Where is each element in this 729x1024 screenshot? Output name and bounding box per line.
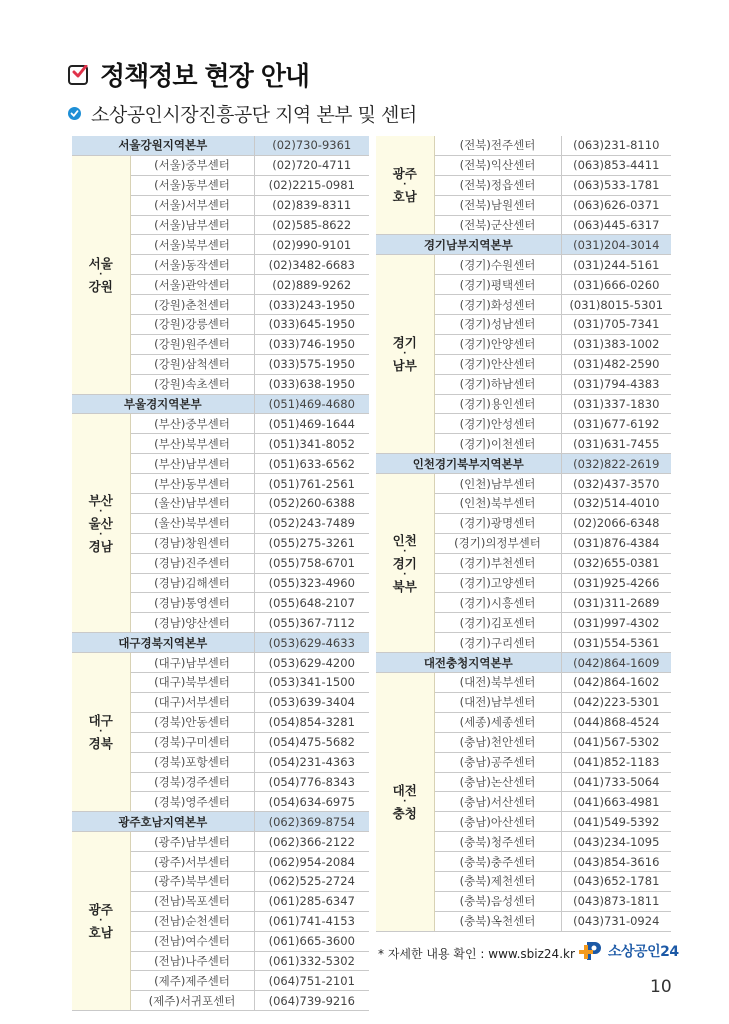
center-name: (서울)서부센터: [130, 195, 254, 215]
center-phone: (051)341-8052: [254, 434, 369, 454]
hq-phone: (02)730-9361: [254, 136, 369, 155]
center-name: (대전)북부센터: [434, 673, 561, 693]
center-name: (전북)정읍센터: [434, 175, 561, 195]
center-name: (충북)옥천센터: [434, 911, 561, 931]
center-phone: (033)746-1950: [254, 334, 369, 354]
center-phone: (055)275-3261: [254, 533, 369, 553]
title-text: 정책정보 현장 안내: [100, 62, 310, 92]
center-phone: (02)3482-6683: [254, 255, 369, 275]
center-name: (경기)광명센터: [434, 513, 561, 533]
center-name: (충남)논산센터: [434, 772, 561, 792]
center-phone: (031)925-4266: [561, 573, 671, 593]
hq-name: 인천경기북부지역본부: [376, 454, 561, 474]
center-name: (경북)구미센터: [130, 732, 254, 752]
region-label: 인천 · 경기 · 북부: [376, 474, 434, 653]
center-name: (강원)삼척센터: [130, 354, 254, 374]
center-name: (세종)세종센터: [434, 712, 561, 732]
logo-text: 소상공인24: [608, 944, 679, 960]
center-phone: (063)626-0371: [561, 195, 671, 215]
center-phone: (033)575-1950: [254, 354, 369, 374]
hq-row: [72, 394, 369, 414]
center-name: (인천)남부센터: [434, 474, 561, 494]
hq-name: 광주호남지역본부: [72, 812, 254, 832]
center-phone: (031)876-4384: [561, 533, 671, 553]
center-phone: (043)652-1781: [561, 871, 671, 891]
center-phone: (054)475-5682: [254, 732, 369, 752]
center-name: (인천)북부센터: [434, 494, 561, 514]
center-name: (대구)남부센터: [130, 653, 254, 673]
center-name: (경기)안성센터: [434, 414, 561, 434]
center-phone: (052)260-6388: [254, 494, 369, 514]
center-phone: (054)854-3281: [254, 712, 369, 732]
center-name: (경북)경주센터: [130, 772, 254, 792]
sbiz24-logo[interactable]: [578, 940, 679, 962]
center-phone: (041)549-5392: [561, 812, 671, 832]
center-phone: (031)244-5161: [561, 255, 671, 275]
center-row: [376, 255, 671, 275]
center-phone: (061)741-4153: [254, 911, 369, 931]
center-phone: (062)525-2724: [254, 871, 369, 891]
center-phone: (055)648-2107: [254, 593, 369, 613]
center-phone: (061)665-3600: [254, 931, 369, 951]
directory-table-left: [72, 136, 369, 1011]
center-name: (경기)하남센터: [434, 374, 561, 394]
center-phone: (051)469-1644: [254, 414, 369, 434]
center-name: (부산)중부센터: [130, 414, 254, 434]
center-phone: (054)634-6975: [254, 792, 369, 812]
footer-website-note: * 자세한 내용 확인 : www.sbiz24.kr: [378, 947, 575, 961]
center-name: (부산)동부센터: [130, 474, 254, 494]
center-name: (전북)남원센터: [434, 195, 561, 215]
center-name: (제주)서귀포센터: [130, 991, 254, 1011]
center-name: (경기)안양센터: [434, 334, 561, 354]
section-subtitle: [68, 100, 417, 127]
hq-row: [376, 653, 671, 673]
center-phone: (031)794-4383: [561, 374, 671, 394]
region-label: 광주 · 호남: [72, 832, 130, 1011]
center-row: [376, 474, 671, 494]
center-phone: (054)776-8343: [254, 772, 369, 792]
center-name: (광주)북부센터: [130, 871, 254, 891]
center-phone: (02)839-8311: [254, 195, 369, 215]
hq-row: [72, 633, 369, 653]
center-phone: (043)854-3616: [561, 852, 671, 872]
center-phone: (042)223-5301: [561, 692, 671, 712]
center-phone: (051)633-6562: [254, 454, 369, 474]
directory-table-right: [376, 136, 671, 932]
center-name: (충남)공주센터: [434, 752, 561, 772]
center-phone: (031)677-6192: [561, 414, 671, 434]
center-phone: (032)655-0381: [561, 553, 671, 573]
center-name: (경북)안동센터: [130, 712, 254, 732]
center-phone: (043)731-0924: [561, 911, 671, 931]
center-name: (대구)서부센터: [130, 692, 254, 712]
center-name: (부산)남부센터: [130, 454, 254, 474]
hq-phone: (031)204-3014: [561, 235, 671, 255]
center-phone: (053)341-1500: [254, 673, 369, 693]
center-phone: (043)873-1811: [561, 891, 671, 911]
hq-phone: (051)469-4680: [254, 394, 369, 414]
center-name: (서울)관악센터: [130, 275, 254, 295]
center-row: [72, 155, 369, 175]
center-name: (전북)익산센터: [434, 155, 561, 175]
center-phone: (02)585-8622: [254, 215, 369, 235]
center-name: (서울)동작센터: [130, 255, 254, 275]
center-name: (경남)양산센터: [130, 613, 254, 633]
center-name: (경남)창원센터: [130, 533, 254, 553]
center-name: (충북)청주센터: [434, 832, 561, 852]
check-bullet-icon: [68, 107, 81, 120]
center-name: (경기)이천센터: [434, 434, 561, 454]
center-phone: (031)666-0260: [561, 275, 671, 295]
center-name: (경기)화성센터: [434, 295, 561, 315]
center-phone: (063)445-6317: [561, 215, 671, 235]
center-phone: (031)383-1002: [561, 334, 671, 354]
center-phone: (031)482-2590: [561, 354, 671, 374]
center-phone: (041)567-5302: [561, 732, 671, 752]
center-phone: (033)243-1950: [254, 295, 369, 315]
region-label: 광주 · 호남: [376, 136, 434, 235]
center-name: (충남)아산센터: [434, 812, 561, 832]
center-phone: (033)645-1950: [254, 315, 369, 335]
hq-phone: (032)822-2619: [561, 454, 671, 474]
center-phone: (041)663-4981: [561, 792, 671, 812]
hq-name: 대전충청지역본부: [376, 653, 561, 673]
center-name: (강원)원주센터: [130, 334, 254, 354]
center-name: (경남)진주센터: [130, 553, 254, 573]
center-phone: (031)705-7341: [561, 315, 671, 335]
center-name: (서울)남부센터: [130, 215, 254, 235]
center-name: (경기)부천센터: [434, 553, 561, 573]
center-name: (강원)강릉센터: [130, 315, 254, 335]
hq-phone: (053)629-4633: [254, 633, 369, 653]
region-label: 부산 · 울산 · 경남: [72, 414, 130, 633]
center-name: (전남)순천센터: [130, 911, 254, 931]
center-name: (경기)용인센터: [434, 394, 561, 414]
checkbox-icon: [68, 65, 88, 85]
center-name: (충남)천안센터: [434, 732, 561, 752]
center-phone: (063)853-4411: [561, 155, 671, 175]
center-row: [72, 414, 369, 434]
center-phone: (041)852-1183: [561, 752, 671, 772]
center-row: [72, 832, 369, 852]
center-name: (서울)북부센터: [130, 235, 254, 255]
center-phone: (064)739-9216: [254, 991, 369, 1011]
hq-name: 부울경지역본부: [72, 394, 254, 414]
hq-row: [376, 454, 671, 474]
region-label: 서울 · 강원: [72, 155, 130, 394]
center-phone: (044)868-4524: [561, 712, 671, 732]
region-label: 경기 · 남부: [376, 255, 434, 454]
region-label: 대전 · 충청: [376, 673, 434, 932]
center-phone: (055)367-7112: [254, 613, 369, 633]
center-name: (경북)영주센터: [130, 792, 254, 812]
center-name: (경남)김해센터: [130, 573, 254, 593]
center-name: (강원)춘천센터: [130, 295, 254, 315]
center-name: (대구)북부센터: [130, 673, 254, 693]
center-name: (울산)북부센터: [130, 513, 254, 533]
hq-row: [72, 136, 369, 155]
hq-phone: (042)864-1609: [561, 653, 671, 673]
hq-row: [72, 812, 369, 832]
hq-name: 경기남부지역본부: [376, 235, 561, 255]
center-name: (경기)고양센터: [434, 573, 561, 593]
hq-name: 대구경북지역본부: [72, 633, 254, 653]
sbiz24-logo-icon: [578, 940, 604, 962]
center-phone: (033)638-1950: [254, 374, 369, 394]
center-row: [376, 673, 671, 693]
center-name: (전남)나주센터: [130, 951, 254, 971]
center-name: (충북)음성센터: [434, 891, 561, 911]
center-name: (경기)김포센터: [434, 613, 561, 633]
center-phone: (031)311-2689: [561, 593, 671, 613]
center-name: (강원)속초센터: [130, 374, 254, 394]
center-name: (제주)제주센터: [130, 971, 254, 991]
center-name: (경기)구리센터: [434, 633, 561, 653]
center-name: (전남)목포센터: [130, 891, 254, 911]
center-phone: (064)751-2101: [254, 971, 369, 991]
center-phone: (062)366-2122: [254, 832, 369, 852]
center-phone: (02)720-4711: [254, 155, 369, 175]
center-phone: (055)758-6701: [254, 553, 369, 573]
page-title: [68, 56, 309, 93]
center-phone: (043)234-1095: [561, 832, 671, 852]
center-name: (경기)의정부센터: [434, 533, 561, 553]
center-phone: (031)8015-5301: [561, 295, 671, 315]
center-name: (경남)통영센터: [130, 593, 254, 613]
center-phone: (054)231-4363: [254, 752, 369, 772]
center-name: (부산)북부센터: [130, 434, 254, 454]
center-name: (광주)남부센터: [130, 832, 254, 852]
center-phone: (031)997-4302: [561, 613, 671, 633]
center-phone: (062)954-2084: [254, 852, 369, 872]
center-name: (경기)안산센터: [434, 354, 561, 374]
center-name: (충북)제천센터: [434, 871, 561, 891]
center-phone: (031)554-5361: [561, 633, 671, 653]
page-number: 10: [650, 977, 672, 997]
center-phone: (032)514-4010: [561, 494, 671, 514]
center-phone: (02)889-9262: [254, 275, 369, 295]
center-phone: (031)337-1830: [561, 394, 671, 414]
center-phone: (063)231-8110: [561, 136, 671, 155]
center-name: (경기)평택센터: [434, 275, 561, 295]
center-phone: (061)285-6347: [254, 891, 369, 911]
center-name: (경기)성남센터: [434, 315, 561, 335]
center-name: (경북)포항센터: [130, 752, 254, 772]
center-phone: (02)2066-6348: [561, 513, 671, 533]
center-phone: (063)533-1781: [561, 175, 671, 195]
center-phone: (031)631-7455: [561, 434, 671, 454]
center-name: (전북)군산센터: [434, 215, 561, 235]
center-name: (울산)남부센터: [130, 494, 254, 514]
center-phone: (055)323-4960: [254, 573, 369, 593]
center-phone: (041)733-5064: [561, 772, 671, 792]
center-phone: (051)761-2561: [254, 474, 369, 494]
hq-phone: (062)369-8754: [254, 812, 369, 832]
center-name: (경기)시흥센터: [434, 593, 561, 613]
subtitle-text: 소상공인시장진흥공단 지역 본부 및 센터: [91, 104, 417, 126]
center-phone: (02)2215-0981: [254, 175, 369, 195]
hq-name: 서울강원지역본부: [72, 136, 254, 155]
center-row: [376, 136, 671, 155]
center-row: [72, 653, 369, 673]
center-name: (광주)서부센터: [130, 852, 254, 872]
center-phone: (053)639-3404: [254, 692, 369, 712]
center-phone: (053)629-4200: [254, 653, 369, 673]
center-phone: (052)243-7489: [254, 513, 369, 533]
center-name: (서울)중부센터: [130, 155, 254, 175]
center-name: (전남)여수센터: [130, 931, 254, 951]
center-name: (경기)수원센터: [434, 255, 561, 275]
center-name: (서울)동부센터: [130, 175, 254, 195]
hq-row: [376, 235, 671, 255]
center-name: (충북)충주센터: [434, 852, 561, 872]
center-phone: (061)332-5302: [254, 951, 369, 971]
center-phone: (042)864-1602: [561, 673, 671, 693]
center-name: (충남)서산센터: [434, 792, 561, 812]
region-label: 대구 · 경북: [72, 653, 130, 812]
center-phone: (032)437-3570: [561, 474, 671, 494]
center-name: (대전)남부센터: [434, 692, 561, 712]
center-name: (전북)전주센터: [434, 136, 561, 155]
center-phone: (02)990-9101: [254, 235, 369, 255]
